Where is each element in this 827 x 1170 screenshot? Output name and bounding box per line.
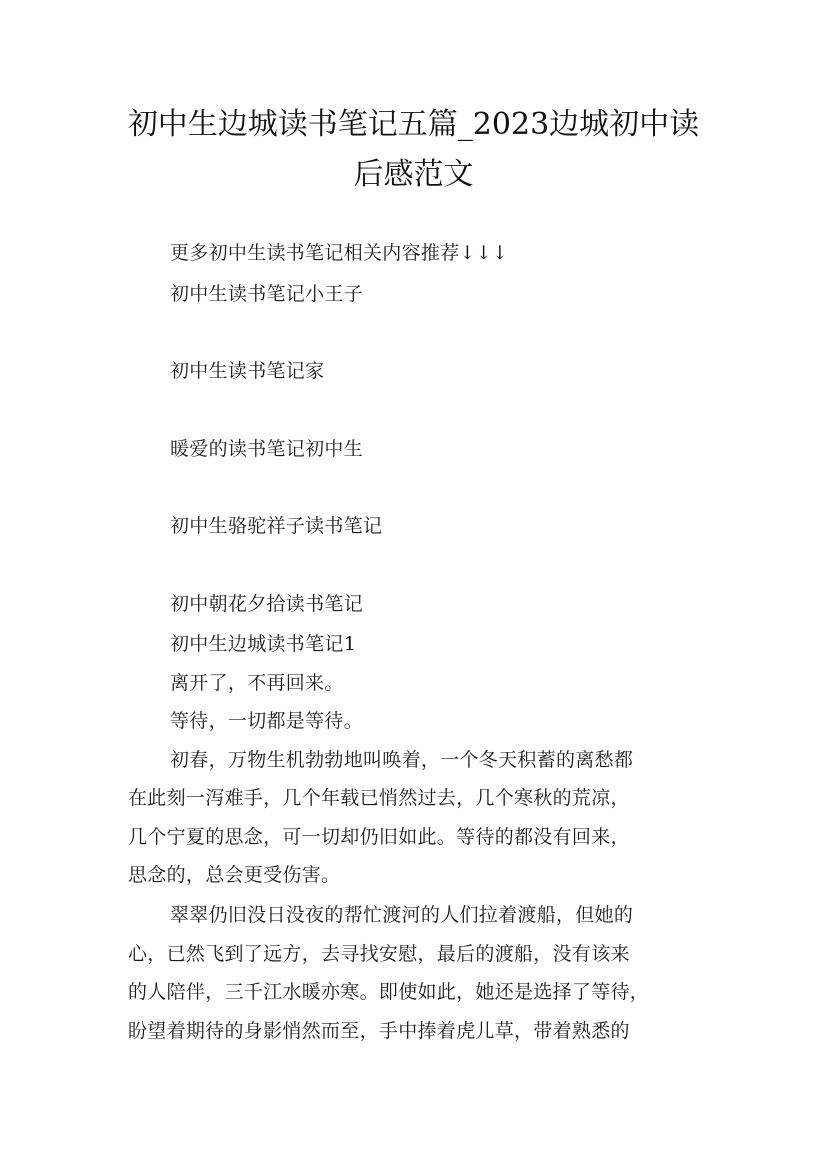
body-line: 盼望着期待的身影悄然而至，手中捧着虎儿草，带着熟悉的: [128, 1020, 630, 1042]
document-title: [80, 100, 747, 200]
body-line: 等待，一切都是等待。: [170, 710, 364, 732]
recommend-link[interactable]: 初中生读书笔记家: [170, 360, 325, 382]
body-line: 离开了，不再回来。: [170, 672, 344, 694]
body-line: 思念的，总会更受伤害。: [128, 864, 341, 886]
body-line: 心，已然飞到了远方，去寻找安慰，最后的渡船，没有该来: [128, 943, 630, 965]
body-line: 初春，万物生机勃勃地叫唤着，一个冬天积蓄的离愁都: [170, 749, 634, 771]
recommend-heading: 更多初中生读书笔记相关内容推荐↓↓↓: [170, 242, 509, 264]
title-line: 初中生边城读书笔记五篇_2023边城初中读: [127, 107, 700, 142]
recommend-link[interactable]: 初中朝花夕拾读书笔记: [170, 593, 364, 615]
title-line: 后感范文: [353, 157, 474, 192]
recommend-link[interactable]: 暖爱的读书笔记初中生: [170, 438, 364, 460]
body-line: 在此刻一泻难手，几个年载已悄然过去，几个寒秋的荒凉，: [128, 787, 630, 809]
body-line: 的人陪伴，三千江水暖亦寒。即使如此，她还是选择了等待，: [128, 981, 650, 1003]
section-heading: 初中生边城读书笔记1: [170, 633, 357, 655]
body-line: 翠翠仍旧没日没夜的帮忙渡河的人们拉着渡船，但她的: [170, 904, 634, 926]
body-line: 几个宁夏的思念，可一切却仍旧如此。等待的都没有回来，: [128, 826, 630, 848]
recommend-link[interactable]: 初中生骆驼祥子读书笔记: [170, 515, 383, 537]
recommend-link[interactable]: 初中生读书笔记小王子: [170, 283, 364, 305]
